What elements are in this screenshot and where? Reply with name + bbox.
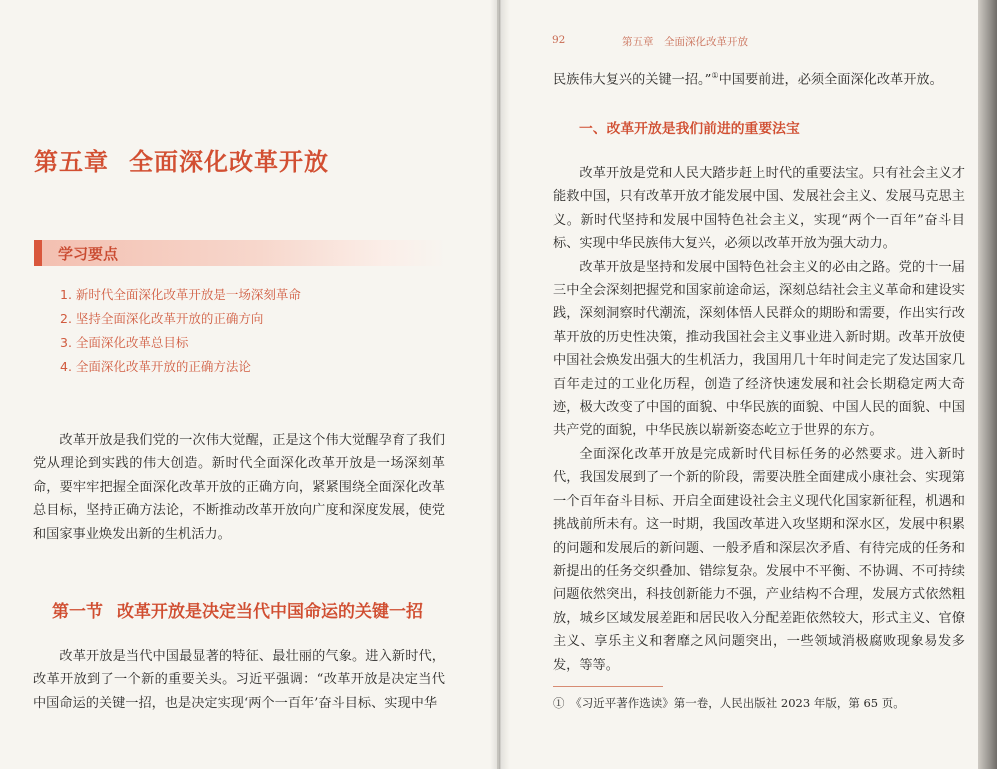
body-paragraph: 全面深化改革开放是完成新时代目标任务的必然要求。进入新时代，我国发展到了一个新的阶段，需要决胜全面建成小康社会、实现第一个百年奋斗目标、开启全面建设社会主义现代化国家新征程，机遇和挑战前所未有。这一时期，我国改革进入攻坚期和深水区，发展中积累的问题和发展后的新问题、一般矛盾和深层次矛盾、有待完成的任务和新提出的任务交织叠加、错综复杂。发展中不平衡、不协调、不可持续问题依然突出，科技创新能力不强，产业结构不合理，发展方式依然粗放，城乡区域发展差距和居民收入分配差距依然较大，形式主义、官僚主义、享乐主义和奢靡之风问题突出，一些领域消极腐败现象易发多发，等等。: [553, 446, 965, 673]
footnote-rule: [553, 686, 663, 687]
section-number: 第一节: [52, 602, 103, 622]
study-points-heading: 学习要点: [58, 245, 119, 263]
body-text: [553, 162, 965, 677]
body-paragraph: 改革开放是党和人民大踏步赶上时代的重要法宝。只有社会主义才能救中国，只有改革开放才能发展中国、发展社会主义、发展马克思主义。新时代坚持和发展中国特色社会主义，实现“两个一百年”奋斗目标、实现中华民族伟大复兴，必须以改革开放为强大动力。: [553, 166, 965, 252]
left-page: [0, 0, 497, 769]
footnote: ① 《习近平著作选读》第一卷，人民出版社 2023 年版，第 65 页。: [553, 696, 905, 710]
study-point-item: 3. 全面深化改革总目标: [60, 335, 189, 350]
intro-paragraph: 改革开放是我们党的一次伟大觉醒，正是这个伟大觉醒孕育了我们党从理论到实践的伟大创造。新时代全面深化改革开放是一场深刻革命，要牢牢把握全面深化改革开放的正确方向，紧紧围绕全面深化改革总目标，坚持正确方法论，不断推动改革开放向广度和深度发展，使党和国家事业焕发出新的生机活力。: [33, 433, 445, 542]
chapter-title: [34, 142, 329, 177]
banner-accent-bar: [34, 240, 42, 266]
chapter-number: 第五章: [34, 147, 109, 176]
page-number: 92: [552, 34, 566, 46]
study-points-list: [60, 285, 301, 381]
section-paragraph: 改革开放是当代中国最显著的特征、最壮丽的气象。进入新时代，改革开放到了一个新的重要关头。习近平强调：“改革开放是决定当代中国命运的关键一招，也是决定实现‘两个一百年’奋斗目标、实现中华: [33, 649, 445, 711]
continued-quote-end: 民族伟大复兴的关键一招。”: [553, 72, 712, 88]
continued-text: [553, 64, 965, 92]
book-gutter-shadow: [490, 0, 510, 769]
running-head: [552, 34, 748, 48]
study-point-item: 4. 全面深化改革开放的正确方法论: [60, 359, 251, 374]
running-head-chapter: 第五章 全面深化改革开放: [622, 36, 748, 48]
right-page: [500, 0, 978, 769]
continued-sentence: 中国要前进，必须全面深化改革开放。: [718, 72, 943, 88]
section-title: [52, 597, 423, 622]
study-points-banner: [34, 240, 446, 266]
study-point-item: 1. 新时代全面深化改革开放是一场深刻革命: [60, 287, 301, 302]
subsection-title: 一、改革开放是我们前进的重要法宝: [579, 121, 800, 137]
body-paragraph: 改革开放是坚持和发展中国特色社会主义的必由之路。党的十一届三中全会深刻把握党和国家前途命运，深刻总结社会主义革命和建设实践，深刻洞察时代潮流，深刻体悟人民群众的期盼和需要，作出实行改革开放的历史性决策，推动我国社会主义事业进入新时期。改革开放使中国社会焕发出强大的生机活力，我国用几十年时间走完了发达国家几百年走过的工业化历程，创造了经济快速发展和社会长期稳定两大奇迹，极大改变了中国的面貌、中华民族的面貌、中国人民的面貌、中国共产党的面貌，中华民族以崭新姿态屹立于世界的东方。: [553, 259, 965, 439]
study-point-item: 2. 坚持全面深化改革开放的正确方向: [60, 311, 264, 326]
chapter-name: 全面深化改革开放: [129, 147, 329, 176]
footnote-marker: ①: [711, 71, 719, 80]
section-name: 改革开放是决定当代中国命运的关键一招: [117, 602, 423, 622]
page-edge: [978, 0, 997, 769]
